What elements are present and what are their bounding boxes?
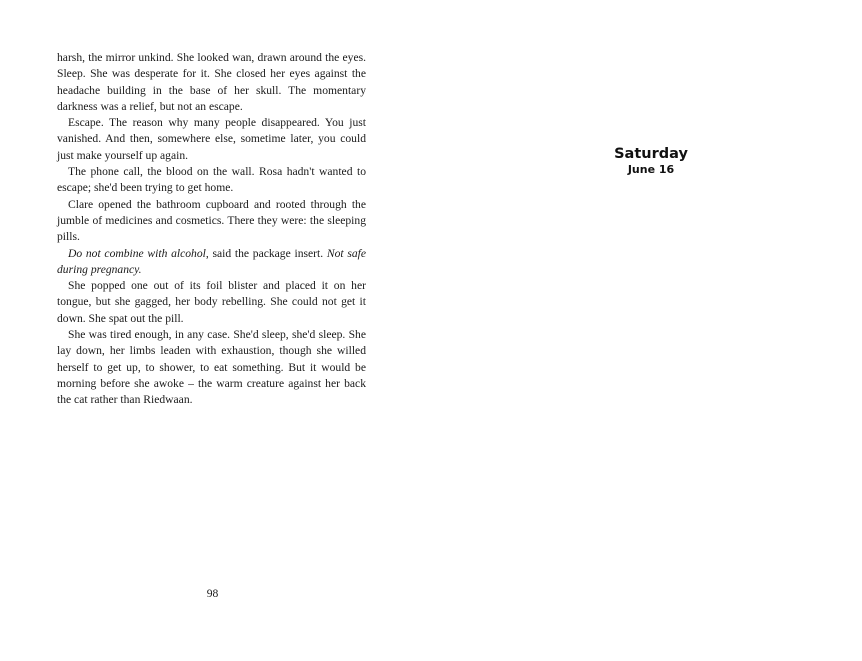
chapter-date: June 16 (627, 163, 675, 176)
paragraph: Clare opened the bathroom cupboard and rooted through the jumble of medicines and cosmetics. There they were: the sleeping pills. (57, 197, 366, 244)
right-page (431, 0, 862, 661)
paragraph: She popped one out of its foil blister and placed it on her tongue, but she gagged, her body rebelling. She could not get it down. She spat out the pill. (57, 279, 366, 325)
paragraph: She was tired enough, in any case. She'd sleep, she'd sleep. She lay down, her limbs leaden with exhaustion, though she willed herself to get up, to shower, to eat something. But it would be morning before she awoke – the warm creature against her back the cat rather than Riedwaan. (57, 328, 366, 407)
paragraph: Escape. The reason why many people disappeared. You just vanished. And then, somewhere else, sometime later, you could just make yourself up again. (57, 116, 366, 162)
chapter-heading (431, 145, 862, 177)
paragraph: The phone call, the blood on the wall. Rosa hadn't wanted to escape; she'd been trying to get home. (57, 165, 366, 195)
italic-warning-alcohol: Do not combine with alcohol (68, 246, 206, 260)
chapter-day: Saturday (614, 146, 688, 162)
insert-plain-text: , said the package insert. (205, 246, 327, 260)
paragraph: harsh, the mirror unkind. She looked wan, drawn around the eyes. Sleep. She was desperate for it. She closed her eyes against the headache building in the base of her skull. The momentary darkness was a relief, but not an escape. (57, 51, 366, 113)
page-number: 98 (206, 587, 219, 600)
body-text (57, 50, 366, 409)
package-insert-paragraph (57, 246, 366, 279)
italic-warning-pregnancy: Not safe during pregnancy. (57, 246, 367, 276)
